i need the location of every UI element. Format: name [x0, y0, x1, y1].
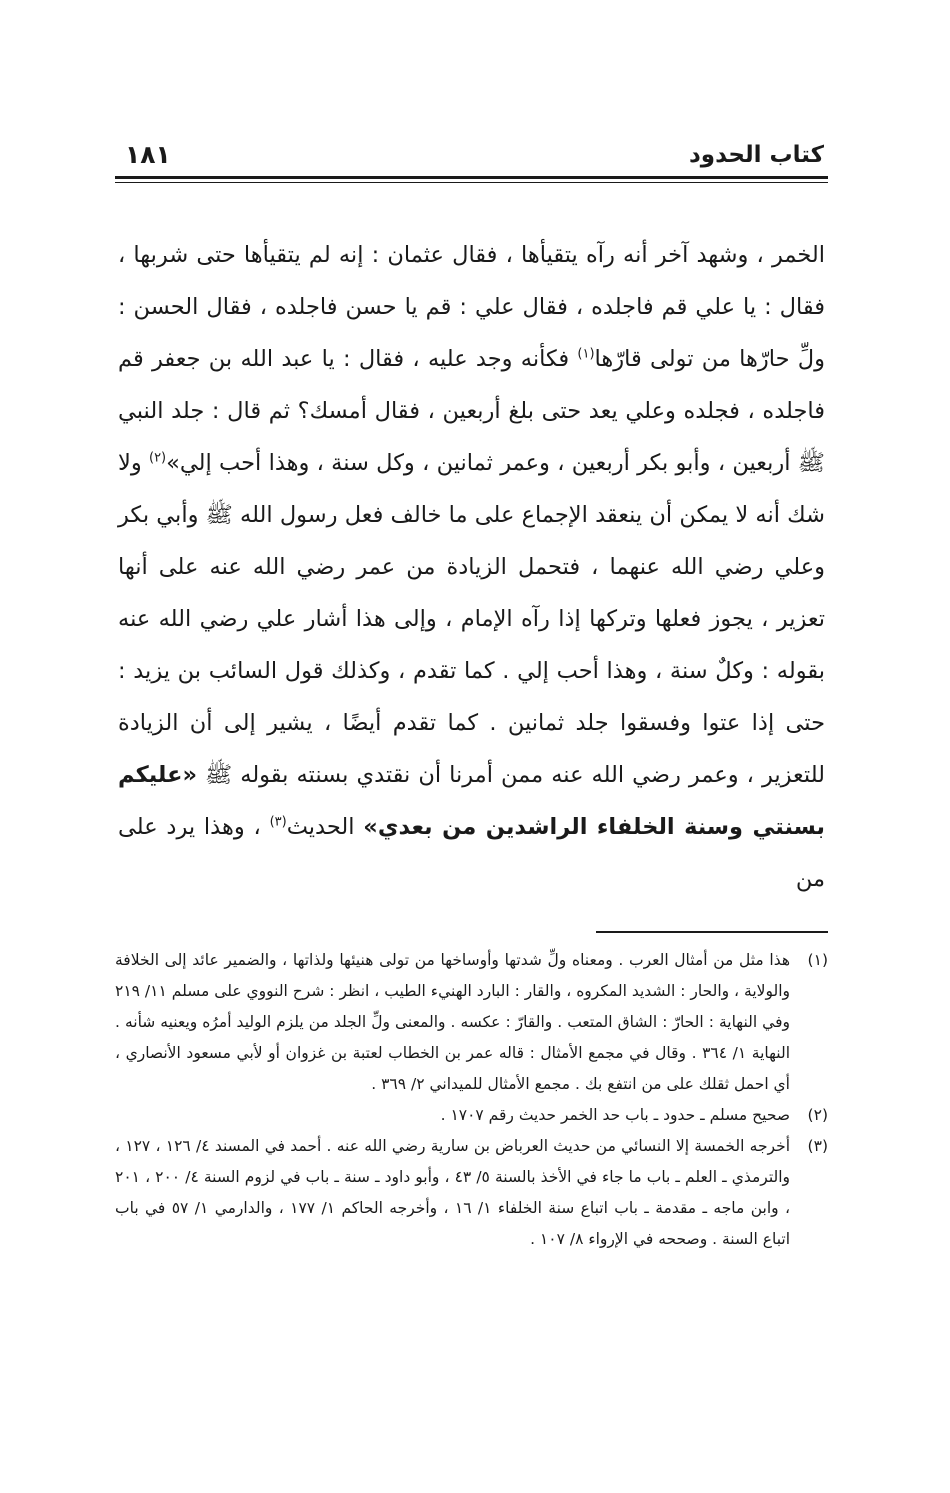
footnote-ref: (٣) — [269, 814, 287, 830]
body-text-part: فكأنه وجد عليه ، فقال : يا عبد الله بن جعفر قم فاجلده ، فجلده وعلي يعد حتى بلغ أربعين ، فقال أمسك؟ ثم قال : جلد النبي ﷺ أربعين ، وأبو بكر أربعين ، وعمر ثمانين ، وكل سنة ، وهذا أحب إلي» — [118, 346, 825, 476]
body-text-part: ، وهذا يرد على من — [118, 814, 825, 892]
footnote-ref: (١) — [577, 346, 595, 362]
footnote-ref: (٢) — [148, 450, 167, 466]
footnote-text: صحيح مسلم ـ حدود ـ باب حد الخمر حديث رقم ١٧٠٧ . — [440, 1106, 790, 1124]
book-page — [115, 130, 828, 1310]
footnote-text: هذا مثل من أمثال العرب . ومعناه ولِّ شدتها وأوساخها من تولى هنيئها ولذاتها ، والضمير عائد إلى الخلافة والولاية ، والحار : الشديد المكروه ، والقار : البارد الهنيء الطيب ، انظر : شرح النووي على مسلم ١١/ ٢١٩ وفي النهاية : الحارّ : الشاق المتعب . والقارّ : عكسه . والمعنى ولِّ الجلد من يلزم الوليد أمرُه ويعنيه شأنه . النهاية ١/ ٣٦٤ . وقال في مجمع الأمثال : قاله عمر بن الخطاب لعتبة بن غزوان أو لأبي مسعود الأنصاري ، أي احمل ثقلك على من انتفع بك . مجمع الأمثال للميداني ٢/ ٣٦٩ . — [115, 951, 791, 1093]
running-title: كتاب الحدود — [688, 142, 824, 168]
page-number: ١٨١ — [125, 140, 171, 169]
footnotes — [115, 945, 828, 1255]
footnote-number: (٣) — [807, 1137, 828, 1155]
body-text-part: الحديث — [286, 814, 364, 840]
footnote — [115, 945, 828, 1100]
body-text-part: ولا شك أنه لا يمكن أن ينعقد الإجماع على ما خالف فعل رسول الله ﷺ وأبي بكر وعلي رضي الله عنهما ، فتحمل الزيادة من عمر رضي الله عنه على أنها تعزير ، يجوز فعلها وتركها إذا رآه الإمام ، وإلى هذا أشار علي رضي الله عنه بقوله : وكلٌ سنة ، وهذا أحب إلي . كما تقدم ، وكذلك قول السائب بن يزيد : حتى إذا عتوا وفسقوا جلد ثمانين . كما تقدم أيضًا ، يشير إلى أن الزيادة للتعزير ، وعمر رضي الله عنه ممن أمرنا أن نقتدي بسنته بقوله ﷺ — [118, 450, 825, 788]
hadith-quote: «عليكم بسنتي وسنة الخلفاء الراشدين من بعدي» — [118, 762, 825, 840]
footnote-separator — [596, 931, 828, 933]
footnote — [115, 1131, 828, 1255]
header-rule-thick — [115, 176, 828, 179]
header-rule-thin — [115, 182, 828, 183]
footnote-number: (٢) — [807, 1106, 828, 1124]
footnote — [115, 1100, 828, 1131]
main-text — [115, 229, 828, 905]
footnote-text: أخرجه الخمسة إلا النسائي من حديث العرباض بن سارية رضي الله عنه . أحمد في المسند ٤/ ١٢٦ ، ١٢٧ ، والترمذي ـ العلم ـ باب ما جاء في الأخذ بالسنة ٥/ ٤٣ ، وأبو داود ـ سنة ـ باب في لزوم السنة ٤/ ٢٠٠ ، ٢٠١ ، وابن ماجه ـ مقدمة ـ باب اتباع سنة الخلفاء ١/ ١٦ ، وأخرجه الحاكم ١/ ١٧٧ ، والدارمي ١/ ٥٧ في باب اتباع السنة . وصححه في الإرواء ٨/ ١٠٧ . — [115, 1137, 791, 1248]
body-text-part: الخمر ، وشهد آخر أنه رآه يتقيأها ، فقال عثمان : إنه لم يتقيأها حتى شربها ، فقال : يا علي قم فاجلده ، فقال علي : قم يا حسن فاجلده ، فقال الحسن : ولِّ حارّها من تولى قارّها — [118, 242, 825, 372]
footnote-number: (١) — [807, 951, 828, 969]
page-header — [115, 130, 828, 174]
